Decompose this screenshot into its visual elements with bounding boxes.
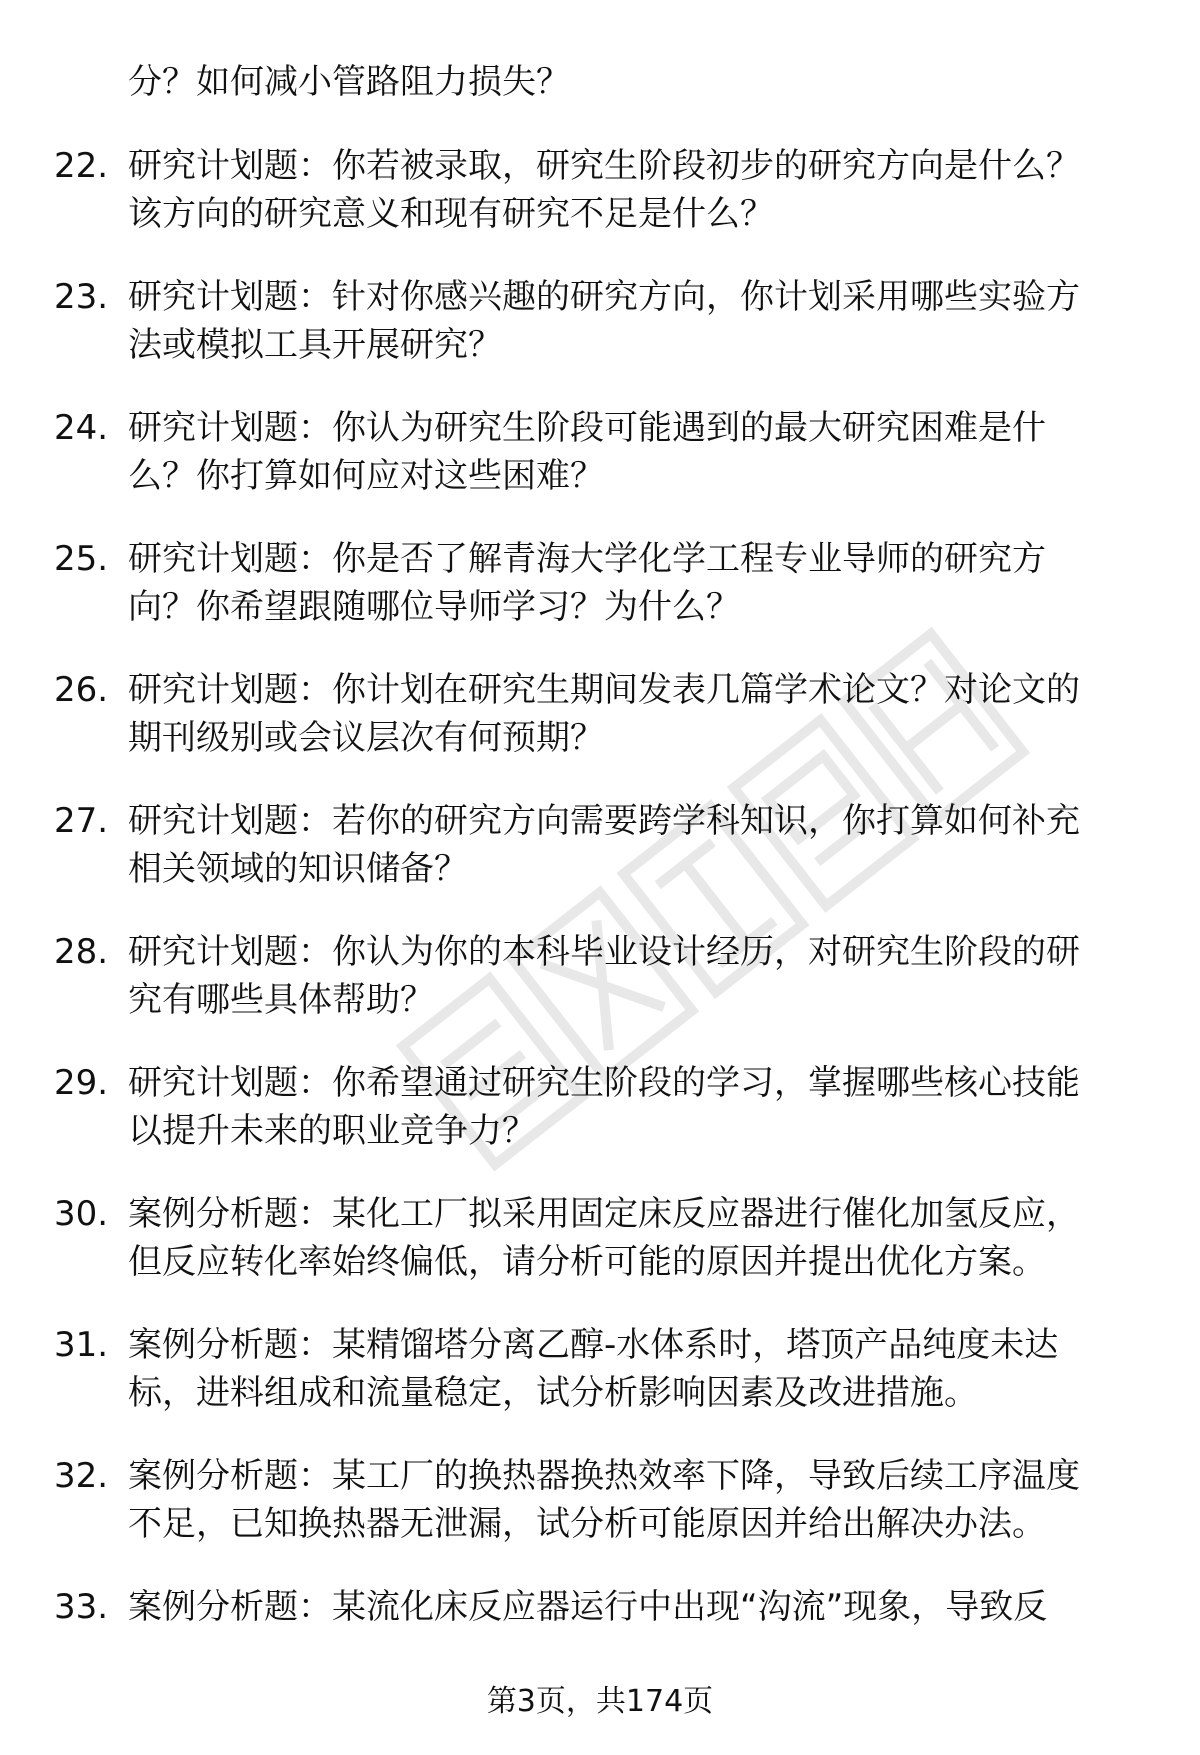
question-item [0,666,1200,797]
question-text: 研究计划题：你认为研究生阶段可能遇到的最大研究困难是什 么？你打算如何应对这些困难？ [128,408,1046,496]
question-list [0,142,1200,1714]
question-number: 32. [54,1456,109,1496]
question-item [0,1059,1200,1190]
page-footer: 第3页，共174页 [486,1684,714,1719]
question-number: 28. [54,932,109,972]
question-text: 研究计划题：你希望通过研究生阶段的学习，掌握哪些核心技能 以提升未来的职业竞争力？ [128,1063,1080,1151]
question-item [0,928,1200,1059]
question-item [0,404,1200,535]
question-item [0,1452,1200,1583]
question-text: 案例分析题：某工厂的换热器换热效率下降，导致后续工序温度 不足，已知换热器无泄漏，试分析可能原因并给出解决办法。 [128,1456,1080,1544]
question-item [0,273,1200,404]
question-text: 研究计划题：若你的研究方向需要跨学科知识，你打算如何补充 相关领域的知识储备？ [128,801,1080,889]
question-number: 22. [54,146,109,186]
question-number: 23. [54,277,109,317]
question-number: 25. [54,539,109,579]
question-item [0,1321,1200,1452]
question-number: 24. [54,408,109,448]
question-text: 研究计划题：你计划在研究生期间发表几篇学术论文？对论文的 期刊级别或会议层次有何预期？ [128,670,1080,758]
question-item [0,142,1200,273]
question-text: 研究计划题：针对你感兴趣的研究方向，你计划采用哪些实验方 法或模拟工具开展研究？ [128,277,1080,365]
question-number: 31. [54,1325,109,1365]
question-number: 29. [54,1063,109,1103]
question-text: 案例分析题：某精馏塔分离乙醇-水体系时，塔顶产品纯度未达 标，进料组成和流量稳定，试分析影响因素及改进措施。 [128,1325,1059,1413]
question-item [0,1190,1200,1321]
question-number: 33. [54,1587,109,1627]
question-text: 案例分析题：某化工厂拟采用固定床反应器进行催化加氢反应， 但反应转化率始终偏低，请分析可能的原因并提出优化方案。 [128,1194,1080,1282]
question-item [0,535,1200,666]
question-text: 研究计划题：你若被录取，研究生阶段初步的研究方向是什么？ 该方向的研究意义和现有研究不足是什么？ [128,146,1080,234]
question-text: 案例分析题：某流化床反应器运行中出现“沟流”现象，导致反 [128,1587,1048,1627]
question-number: 30. [54,1194,109,1234]
continuation-line: 分？如何减小管路阻力损失？ [128,62,570,102]
question-text: 研究计划题：你认为你的本科毕业设计经历，对研究生阶段的研 究有哪些具体帮助？ [128,932,1080,1020]
question-number: 26. [54,670,109,710]
question-number: 27. [54,801,109,841]
question-text: 研究计划题：你是否了解青海大学化学工程专业导师的研究方 向？你希望跟随哪位导师学习？为什么？ [128,539,1046,627]
question-item [0,797,1200,928]
